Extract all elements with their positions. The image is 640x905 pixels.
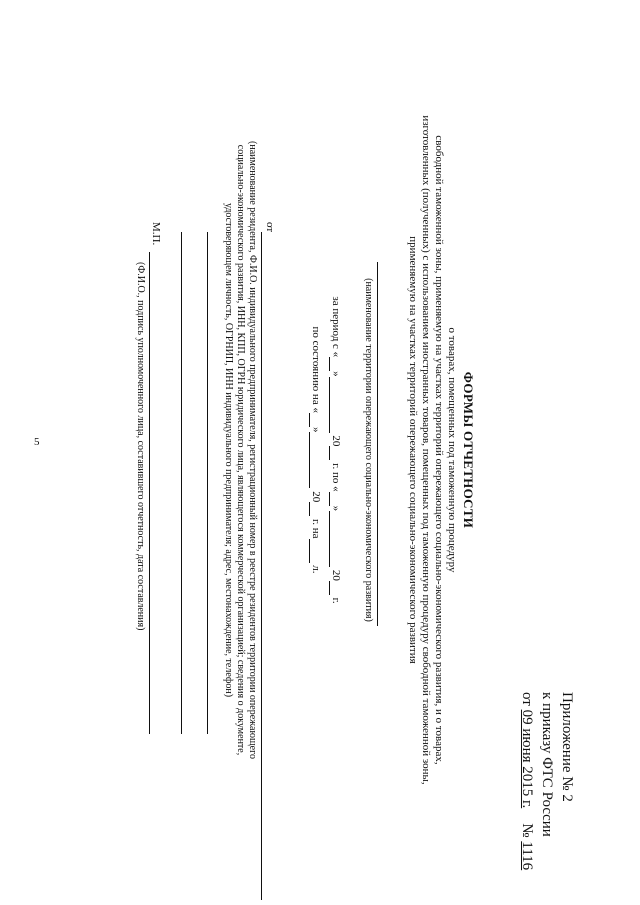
- blank-line-1: [207, 232, 208, 734]
- territory-line: [377, 262, 378, 626]
- period-prefix: за период с «: [330, 296, 342, 358]
- period-day-blank: [329, 357, 340, 371]
- resident-caption-line-1: (наименование резидента, Ф.И.О. индивидуального предпринимателя, регистрационный номер в реестре резидентов территории опережающего: [247, 141, 258, 759]
- period-end: г.: [330, 597, 342, 604]
- blank-line-2: [181, 232, 182, 734]
- period-quote-2: »: [330, 505, 342, 512]
- resident-line: [261, 232, 262, 900]
- period-to: г. по «: [330, 463, 342, 492]
- resident-caption-line-3: удостоверяющем личность, ОГРНИП, ИНН индивидуального предпринимателя; адрес, местонахождение, телефон): [223, 202, 234, 698]
- appendix-number-value: 1116: [519, 841, 535, 871]
- period-quote-1: »: [330, 371, 342, 377]
- subtitle-line-2: свободной таможенной зоны, применяемую на участках территорий опережающего социально-экономического развития, и о товарах,: [433, 135, 445, 765]
- period-year-blank: [329, 446, 340, 460]
- stamp-label: М.П.: [150, 222, 162, 246]
- period-line: [329, 0, 342, 900]
- period-year2-prefix: 20: [330, 569, 342, 581]
- signature-line: [149, 252, 150, 734]
- period-year2-blank: [329, 581, 340, 595]
- period-month2-blank: [329, 511, 340, 567]
- asof-sheets-blank: [309, 539, 320, 563]
- appendix-number-prefix: №: [519, 823, 535, 838]
- asof-year-blank: [309, 502, 320, 516]
- from-label: от: [264, 222, 276, 233]
- appendix-line-1: Приложение № 2: [559, 692, 575, 802]
- subtitle-line-4: применяемую на участках территорий опережающего социально-экономического развития: [407, 236, 419, 664]
- asof-year-prefix: 20: [310, 491, 322, 503]
- signature-caption: (Ф.И.О., подпись уполномоченного лица, составившего отчетность, дата составления): [135, 262, 146, 631]
- appendix-line-2: к приказу ФТС России: [539, 692, 555, 837]
- period-month-blank: [329, 377, 340, 433]
- appendix-date-value: 09 июня 2015 г.: [519, 709, 535, 809]
- period-day2-blank: [329, 492, 340, 506]
- page-number: 5: [34, 436, 40, 448]
- appendix-date-line: [518, 692, 536, 870]
- appendix-date-prefix: от: [519, 692, 535, 706]
- asof-line: [309, 0, 322, 900]
- subtitle-line-1: о товарах, помещенных под таможенную процедуру: [446, 327, 458, 573]
- asof-prefix: по состоянию на «: [310, 326, 322, 413]
- territory-caption: (наименование территории опережающего социально-экономического развития): [363, 278, 374, 622]
- asof-end: л.: [310, 565, 322, 574]
- asof-month-blank: [309, 432, 320, 488]
- asof-quote: »: [310, 426, 322, 433]
- asof-on: г. на: [310, 518, 322, 539]
- resident-caption-line-2: социально-экономического развития, ИНН, КПП, ОГРН юридического лица, являющегося коммерческой организацией; сведения о документе,: [235, 144, 246, 756]
- subtitle-line-3: изготовленных (полученных) с использованием иностранных товаров, помещенных под таможенную процедуру свободной таможенной зоны,: [420, 115, 432, 785]
- period-year-prefix: 20: [330, 435, 342, 447]
- form-title: ФОРМЫ ОТЧЕТНОСТИ: [461, 371, 476, 529]
- asof-day-blank: [309, 413, 320, 427]
